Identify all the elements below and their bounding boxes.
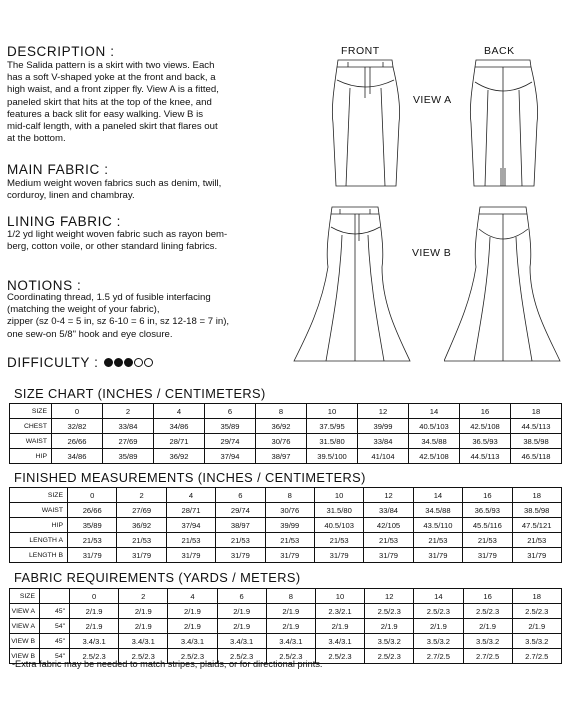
table-cell: WAIST — [10, 434, 52, 449]
finished-measurements-table — [9, 487, 562, 563]
table-cell: CHEST — [10, 419, 52, 434]
table-row — [10, 419, 562, 434]
text-line: Medium weight woven fabrics such as denim, twill, — [7, 178, 222, 189]
table-cell: 16 — [460, 404, 511, 419]
difficulty-dot-empty — [144, 358, 153, 367]
table-cell: 3.5/3.2 — [365, 634, 414, 649]
table-cell: VIEW B — [10, 649, 40, 664]
table-row — [10, 449, 562, 464]
table-cell: 21/53 — [413, 533, 462, 548]
table-cell: LENGTH B — [10, 548, 68, 563]
table-row — [10, 503, 562, 518]
table-cell: 2.5/2.3 — [168, 649, 217, 664]
table-cell: 2.5/2.3 — [315, 649, 364, 664]
table-cell: 10 — [315, 589, 364, 604]
text-line: Coordinating thread, 1.5 yd of fusible interfacing — [7, 292, 211, 303]
table-cell: 21/53 — [463, 533, 512, 548]
table-cell: 43.5/110 — [413, 518, 462, 533]
table-cell: 39.5/100 — [307, 449, 358, 464]
description-text — [7, 60, 219, 145]
table-cell: 44.5/113 — [460, 449, 511, 464]
table-cell: 31.5/80 — [307, 434, 358, 449]
table-cell: 47.5/121 — [512, 518, 561, 533]
lining-fabric-heading: LINING FABRIC : — [7, 214, 122, 229]
front-label: FRONT — [341, 45, 380, 57]
table-cell: 2.5/2.3 — [266, 649, 315, 664]
finished-measurements-title: FINISHED MEASUREMENTS (INCHES / CENTIMETERS) — [14, 470, 366, 485]
difficulty-dot-filled — [124, 358, 133, 367]
table-header-row — [10, 589, 562, 604]
table-cell: 0 — [52, 404, 103, 419]
table-cell: 38/97 — [256, 449, 307, 464]
table-cell: 2.5/2.3 — [217, 649, 266, 664]
table-cell: HIP — [10, 518, 68, 533]
table-cell: 30/76 — [265, 503, 314, 518]
table-cell: 34.5/88 — [409, 434, 460, 449]
table-cell: 10 — [307, 404, 358, 419]
table-cell: 33/84 — [358, 434, 409, 449]
table-cell: 2 — [119, 589, 168, 604]
text-line: berg, cotton voile, or other standard lining fabrics. — [7, 241, 218, 253]
table-cell: 2.3/2.1 — [315, 604, 364, 619]
table-cell: 31/79 — [117, 548, 166, 563]
table-cell: 3.5/3.2 — [512, 634, 561, 649]
table-cell: 10 — [314, 488, 363, 503]
table-cell: 27/69 — [103, 434, 154, 449]
main-fabric-heading: MAIN FABRIC : — [7, 162, 109, 177]
table-cell: 21/53 — [216, 533, 265, 548]
table-cell: 35/89 — [205, 419, 256, 434]
difficulty-dot-filled — [104, 358, 113, 367]
table-cell: 21/53 — [364, 533, 413, 548]
table-cell: 30/76 — [256, 434, 307, 449]
text-line: features a back slit for easy walking. View B is — [7, 108, 204, 120]
table-cell: 12 — [358, 404, 409, 419]
table-cell: 3.4/3.1 — [266, 634, 315, 649]
notions-text — [7, 292, 229, 341]
table-cell: 45" — [40, 604, 70, 619]
table-cell: 2.5/2.3 — [512, 604, 561, 619]
table-cell: 4 — [166, 488, 215, 503]
table-cell: 31/79 — [413, 548, 462, 563]
table-cell: LENGTH A — [10, 533, 68, 548]
table-cell: 2.5/2.3 — [414, 604, 463, 619]
fabric-requirements-table — [9, 588, 562, 664]
table-cell: 2 — [103, 404, 154, 419]
difficulty-dot-empty — [134, 358, 143, 367]
difficulty-rating — [7, 355, 154, 370]
table-cell: 6 — [205, 404, 256, 419]
table-cell: 2/1.9 — [119, 619, 168, 634]
table-cell: SIZE — [10, 404, 52, 419]
table-cell: 2/1.9 — [70, 604, 119, 619]
table-cell: 28/71 — [154, 434, 205, 449]
table-cell: 2/1.9 — [512, 619, 561, 634]
table-cell: 42/105 — [364, 518, 413, 533]
table-cell: 2 — [117, 488, 166, 503]
text-line: high waist, and a front zipper fly. View A is a fitted, — [7, 84, 219, 96]
table-cell: 2/1.9 — [365, 619, 414, 634]
table-cell: 21/53 — [265, 533, 314, 548]
table-cell: 12 — [365, 589, 414, 604]
text-line: (matching the weight of your fabric), — [7, 304, 160, 316]
text-line: paneled skirt that hits at the top of the knee, and — [7, 96, 212, 108]
table-cell: 36.5/93 — [460, 434, 511, 449]
table-cell: 2.5/2.3 — [365, 604, 414, 619]
table-cell: 2/1.9 — [463, 619, 512, 634]
table-row — [10, 634, 562, 649]
table-row — [10, 619, 562, 634]
table-cell: 31/79 — [166, 548, 215, 563]
table-cell: 2.7/2.5 — [414, 649, 463, 664]
table-cell: 36/92 — [256, 419, 307, 434]
table-cell: 21/53 — [117, 533, 166, 548]
table-cell: 2/1.9 — [168, 604, 217, 619]
table-cell: 37/94 — [166, 518, 215, 533]
table-cell: 28/71 — [166, 503, 215, 518]
table-cell: 21/53 — [68, 533, 117, 548]
table-cell: WAIST — [10, 503, 68, 518]
table-cell: 18 — [512, 589, 561, 604]
view-b-front-sketch — [292, 205, 412, 367]
table-cell: 2/1.9 — [414, 619, 463, 634]
table-cell: 4 — [154, 404, 205, 419]
table-cell: 26/66 — [52, 434, 103, 449]
fabric-note: -Extra fabric may be needed to match stripes, plaids, or for directional prints. — [12, 659, 323, 669]
table-cell: SIZE — [10, 488, 68, 503]
table-cell: VIEW A — [10, 604, 40, 619]
table-cell: 2/1.9 — [217, 604, 266, 619]
table-cell: 14 — [414, 589, 463, 604]
text-line: zipper (sz 0-4 = 5 in, sz 6-10 = 6 in, sz 12-18 = 7 in), — [7, 316, 230, 328]
table-cell: 34/86 — [154, 419, 205, 434]
difficulty-dots — [104, 358, 154, 367]
table-cell: 45" — [40, 634, 70, 649]
table-row — [10, 604, 562, 619]
view-b-label: VIEW B — [412, 247, 452, 259]
main-fabric-text — [7, 178, 221, 202]
notions-heading: NOTIONS : — [7, 278, 82, 293]
table-cell: 44.5/113 — [511, 419, 562, 434]
table-cell: 2/1.9 — [266, 604, 315, 619]
difficulty-dot-filled — [114, 358, 123, 367]
table-cell: 37.5/95 — [307, 419, 358, 434]
table-cell: 2/1.9 — [266, 619, 315, 634]
fabric-requirements-title: FABRIC REQUIREMENTS (YARDS / METERS) — [14, 570, 301, 585]
table-cell: 0 — [70, 589, 119, 604]
table-cell: 21/53 — [166, 533, 215, 548]
table-cell: 2.5/2.3 — [70, 649, 119, 664]
table-cell: 31/79 — [314, 548, 363, 563]
table-cell: 3.4/3.1 — [70, 634, 119, 649]
table-cell: 31/79 — [512, 548, 561, 563]
table-cell: 8 — [265, 488, 314, 503]
table-cell: 12 — [364, 488, 413, 503]
table-row — [10, 518, 562, 533]
text-line: The Salida pattern is a skirt with two views. Each — [7, 60, 215, 71]
table-cell: 38.5/98 — [511, 434, 562, 449]
table-cell: 31/79 — [68, 548, 117, 563]
table-cell: 34.5/88 — [413, 503, 462, 518]
table-row — [10, 434, 562, 449]
table-cell: 0 — [68, 488, 117, 503]
table-cell: 6 — [217, 589, 266, 604]
table-header-row — [10, 488, 562, 503]
table-cell: 2/1.9 — [217, 619, 266, 634]
table-cell: 21/53 — [512, 533, 561, 548]
table-row — [10, 548, 562, 563]
table-cell: 3.4/3.1 — [168, 634, 217, 649]
table-cell: SIZE — [10, 589, 40, 604]
table-cell: 2.5/2.3 — [119, 649, 168, 664]
table-cell: 2/1.9 — [119, 604, 168, 619]
table-cell: 38.5/98 — [512, 503, 561, 518]
size-chart-table — [9, 403, 562, 464]
table-cell: 21/53 — [314, 533, 363, 548]
table-cell: 2.5/2.3 — [365, 649, 414, 664]
table-cell: 40.5/103 — [409, 419, 460, 434]
table-cell: 14 — [413, 488, 462, 503]
description-heading: DESCRIPTION : — [7, 44, 115, 59]
table-cell: 42.5/108 — [409, 449, 460, 464]
table-cell: 37/94 — [205, 449, 256, 464]
table-cell: 2/1.9 — [168, 619, 217, 634]
table-cell: 2/1.9 — [315, 619, 364, 634]
table-cell: 14 — [409, 404, 460, 419]
text-line: at the bottom. — [7, 133, 66, 145]
table-cell: 4 — [168, 589, 217, 604]
table-cell: HIP — [10, 449, 52, 464]
table-cell: 3.4/3.1 — [217, 634, 266, 649]
view-a-front-sketch — [326, 58, 406, 190]
table-cell: 39/99 — [358, 419, 409, 434]
table-cell: 18 — [512, 488, 561, 503]
table-cell: 18 — [511, 404, 562, 419]
text-line: mid-calf length, with a paneled skirt that flares out — [7, 121, 218, 133]
table-cell: 3.4/3.1 — [315, 634, 364, 649]
text-line: one sew-on 5/8" hook and eye closure. — [7, 328, 173, 340]
table-cell: 45.5/116 — [463, 518, 512, 533]
table-cell: 39/99 — [265, 518, 314, 533]
table-cell: 33/84 — [364, 503, 413, 518]
table-cell: 36/92 — [154, 449, 205, 464]
table-cell: 40.5/103 — [314, 518, 363, 533]
table-cell: 16 — [463, 589, 512, 604]
back-label: BACK — [484, 45, 515, 57]
table-cell: 27/69 — [117, 503, 166, 518]
table-cell: 31/79 — [463, 548, 512, 563]
table-cell: 36.5/93 — [463, 503, 512, 518]
table-cell: VIEW A — [10, 619, 40, 634]
table-cell: 8 — [256, 404, 307, 419]
lining-fabric-text — [7, 229, 227, 253]
table-cell: 54" — [40, 649, 70, 664]
table-row — [10, 533, 562, 548]
table-cell: 38/97 — [216, 518, 265, 533]
size-chart-title: SIZE CHART (INCHES / CENTIMETERS) — [14, 386, 266, 401]
table-cell: 2.5/2.3 — [463, 604, 512, 619]
table-cell: 35/89 — [103, 449, 154, 464]
table-cell: 46.5/118 — [511, 449, 562, 464]
table-cell: VIEW B — [10, 634, 40, 649]
table-cell: 3.5/3.2 — [463, 634, 512, 649]
table-cell: 31/79 — [364, 548, 413, 563]
view-a-label: VIEW A — [413, 94, 452, 106]
table-cell: 16 — [463, 488, 512, 503]
table-cell: 29/74 — [205, 434, 256, 449]
table-cell: 2/1.9 — [70, 619, 119, 634]
table-cell: 8 — [266, 589, 315, 604]
table-header-row — [10, 404, 562, 419]
text-line: 1/2 yd light weight woven fabric such as rayon bem- — [7, 229, 228, 240]
table-cell: 31/79 — [265, 548, 314, 563]
text-line: corduroy, linen and chambray. — [7, 190, 135, 202]
table-cell: 2.7/2.5 — [512, 649, 561, 664]
table-cell: 36/92 — [117, 518, 166, 533]
view-b-back-sketch — [444, 205, 564, 367]
table-cell: 26/66 — [68, 503, 117, 518]
difficulty-label: DIFFICULTY : — [7, 355, 99, 370]
table-cell: 54" — [40, 619, 70, 634]
table-cell: 3.5/3.2 — [414, 634, 463, 649]
table-cell: 34/86 — [52, 449, 103, 464]
table-cell: 42.5/108 — [460, 419, 511, 434]
table-cell: 3.4/3.1 — [119, 634, 168, 649]
table-cell: 31.5/80 — [314, 503, 363, 518]
text-line: has a soft V-shaped yoke at the front and back, a — [7, 72, 216, 84]
table-cell: 2.7/2.5 — [463, 649, 512, 664]
table-cell — [40, 589, 70, 604]
view-a-back-sketch — [464, 58, 544, 190]
table-cell: 33/84 — [103, 419, 154, 434]
table-cell: 32/82 — [52, 419, 103, 434]
table-cell: 31/79 — [216, 548, 265, 563]
table-cell: 6 — [216, 488, 265, 503]
table-cell: 29/74 — [216, 503, 265, 518]
table-cell: 35/89 — [68, 518, 117, 533]
table-cell: 41/104 — [358, 449, 409, 464]
